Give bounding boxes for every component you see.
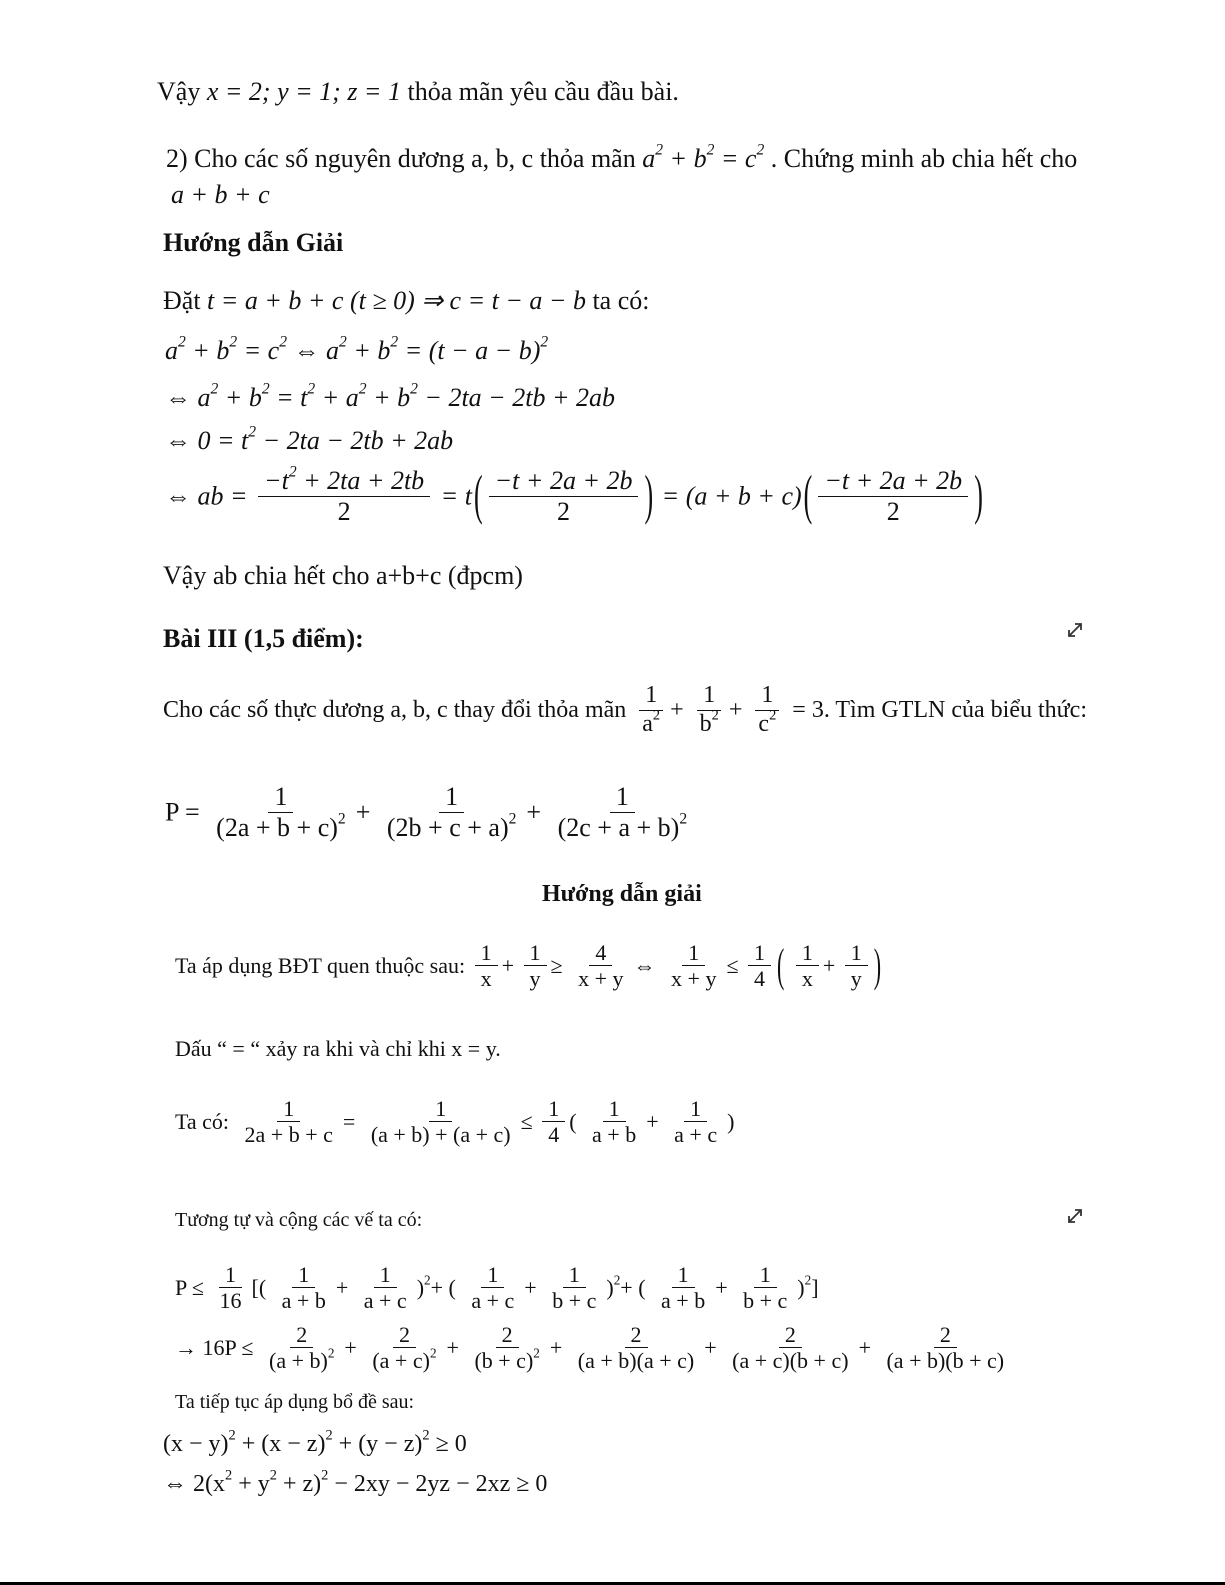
- p-upper-bound: P ≤ $\frac{1}{16}$ [( $\frac{1}{a + b}$ + $\frac{1}{a + c}$ )$^2$+ ( $\frac{1}{a + c}$ + $\frac{1}{b + c}$ )$^2$+ ( $\frac{1}{a + b}$ + $\frac{1}{b + c}$ )$^2$]: [175, 1262, 819, 1314]
- tuongtu-line: Tương tự và cộng các vế ta có:: [175, 1209, 423, 1231]
- expand-arrow-icon[interactable]: [1066, 621, 1084, 639]
- problem2-statement: 2) Cho các số nguyên dương a, b, c thỏa mãn $a^2 + b^2 = c^2$ . Chứng minh ab chia hết cho: [166, 141, 1078, 173]
- expand-arrow-icon[interactable]: [1066, 1207, 1084, 1225]
- derivation-step-4: ⇔ ab = $\frac{-t^2 + 2ta + 2tb}{2}$ = t( $\frac{-t + 2a + 2b}{2}$ ) = (a + b + c)( $\frac{-t + 2a + 2b}{2}$ ): [165, 463, 983, 526]
- bai3-title: Bài III (1,5 điểm):: [163, 624, 364, 653]
- solution2-conclusion: Vậy ab chia hết cho a+b+c (đpcm): [163, 561, 523, 590]
- derivation-step-3: ⇔ $0 = t^2 - 2ta - 2tb + 2ab$: [165, 423, 454, 455]
- derivation-step-1: $a^2 + b^2 = c^2$ ⇔ $a^2 + b^2 = (t - a - b)^2$: [165, 333, 549, 365]
- substitution-line: Đặt t = a + b + c (t ≥ 0) ⇒ c = t − a − b ta có:: [163, 286, 650, 315]
- bdt-line: Ta áp dụng BĐT quen thuộc sau: $\frac{1}{x}$ + $\frac{1}{y}$ ≥ $\frac{4}{x + y}$ ⇔ $\frac{1}{x + y}$ ≤ $\frac{1}{4}$ ( $\frac{1}{x}$ + $\frac{1}{y}$ ): [175, 938, 882, 992]
- part1-conclusion: Vậy x = 2; y = 1; z = 1 thỏa mãn yêu cầu đầu bài.: [157, 77, 679, 106]
- p-expression: P = $\frac{1}{(2a + b + c)^2}$ + $\frac{1}{(2b + c + a)^2}$ + $\frac{1}{(2c + a + b)^2}$: [165, 782, 688, 842]
- lemma-line-2: ⇔ $2(x^2 + y^2 + z)^2 - 2xy - 2yz - 2xz \ge 0$: [163, 1467, 548, 1497]
- sixteen-p-bound: → 16P ≤ $\frac{2}{(a + b)^2}$ + $\frac{2}{(a + c)^2}$ + $\frac{2}{(b + c)^2}$ + $\frac{2}{(a + b)(a + c)}$ + $\frac{2}{(a + c)(b + c)}$ + $\frac{2}{(a + b)(b + c)}$: [175, 1322, 1005, 1374]
- tieptuc-line: Ta tiếp tục áp dụng bổ đề sau:: [175, 1391, 415, 1413]
- derivation-step-2: ⇔ $a^2 + b^2 = t^2 + a^2 + b^2 - 2ta - 2tb + 2ab$: [165, 380, 615, 412]
- lemma-line-1: $(x - y)^2 + (x - z)^2 + (y - z)^2 \ge 0$: [163, 1427, 467, 1457]
- pythagoras-condition: $a^2 + b^2 = c^2$: [642, 141, 765, 173]
- bai3-problem: Cho các số thực dương a, b, c thay đổi thỏa mãn $\frac{1}{a^2}$ + $\frac{1}{b^2}$ + $\frac{1}{c^2}$ = 3. Tìm GTLN của biểu thức:: [163, 682, 1087, 737]
- solution2-heading: Hướng dẫn Giải: [163, 228, 344, 257]
- problem2-line2: a + b + c: [171, 180, 270, 209]
- solution3-heading: Hướng dẫn giải: [542, 881, 702, 907]
- solution-values: x = 2; y = 1; z = 1: [206, 77, 401, 106]
- equality-condition: Dấu “ = “ xảy ra khi và chỉ khi x = y.: [175, 1036, 501, 1061]
- taco-line: Ta có: $\frac{1}{2a + b + c}$ = $\frac{1}{(a + b) + (a + c)}$ ≤ $\frac{1}{4}$ ( $\frac{1}{a + b}$ + $\frac{1}{a + c}$ ): [175, 1096, 735, 1148]
